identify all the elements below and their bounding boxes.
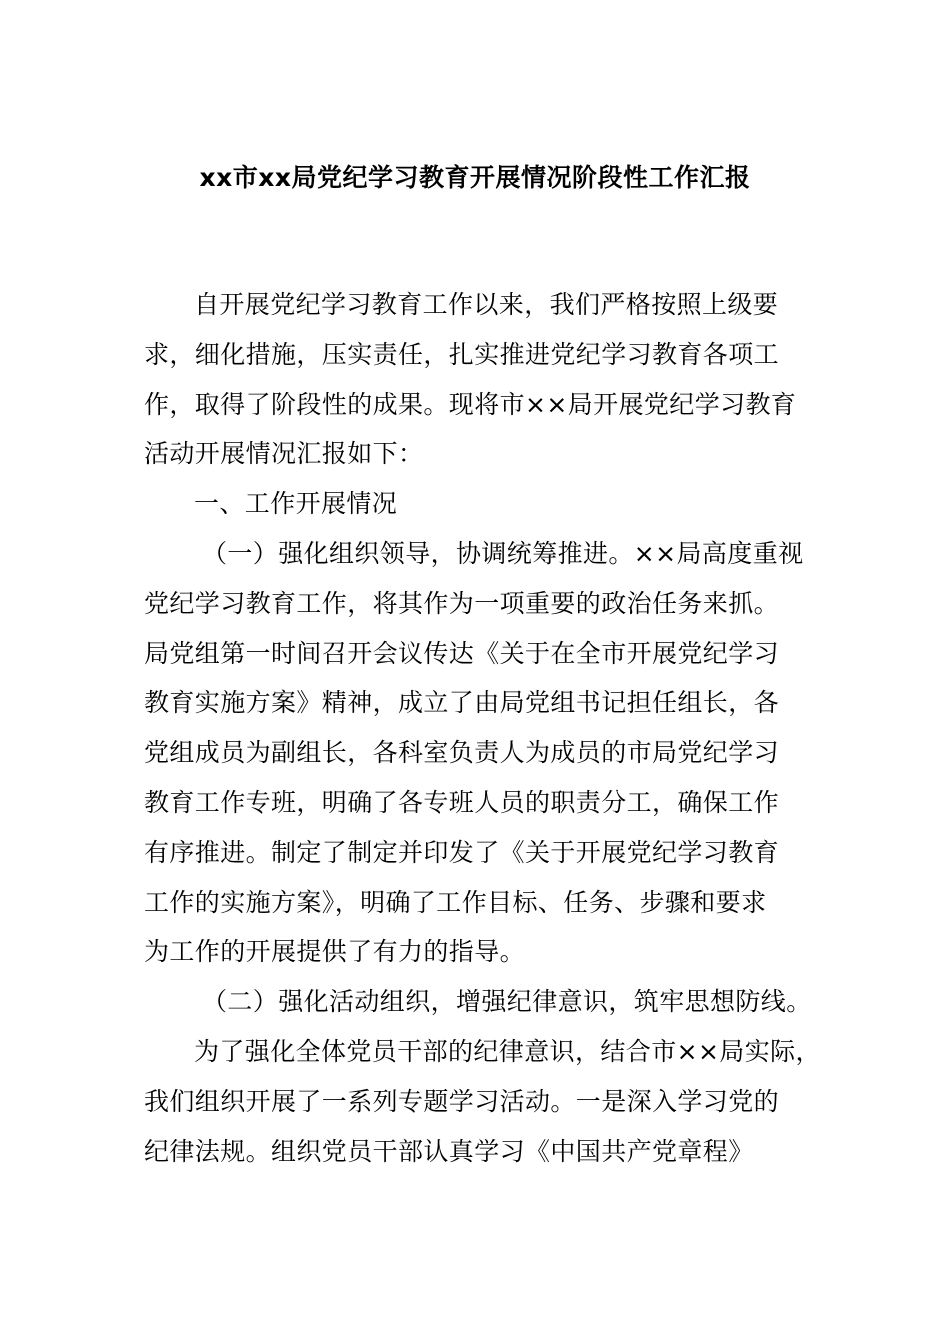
- paragraph-line: 我们组织开展了一系列专题学习活动。一是深入学习党的: [144, 1086, 780, 1116]
- paragraph-line: 活动开展情况汇报如下：: [144, 439, 424, 469]
- paragraph-line: 局党组第一时间召开会议传达《关于在全市开展党纪学习: [144, 638, 780, 668]
- paragraph-line: 教育工作专班，明确了各专班人员的职责分工，确保工作: [144, 787, 780, 817]
- subsection-heading: （一）强化组织领导，协调统筹推进。××局高度重视: [202, 538, 804, 568]
- paragraph-line: 党组成员为副组长，各科室负责人为成员的市局党纪学习: [144, 738, 780, 768]
- paragraph-line: 为了强化全体党员干部的纪律意识，结合市××局实际，: [194, 1036, 821, 1066]
- paragraph-line: 教育实施方案》精神，成立了由局党组书记担任组长，各: [144, 688, 780, 718]
- section-heading: 一、工作开展情况: [194, 489, 398, 519]
- paragraph-line: 党纪学习教育工作，将其作为一项重要的政治任务来抓。: [144, 588, 780, 618]
- paragraph-line: 作，取得了阶段性的成果。现将市××局开展党纪学习教育: [144, 389, 797, 419]
- paragraph-line: 自开展党纪学习教育工作以来，我们严格按照上级要: [194, 290, 779, 319]
- document-body: [144, 280, 824, 1176]
- document-title: xx市xx局党纪学习教育开展情况阶段性工作汇报: [199, 163, 751, 192]
- paragraph-line: 纪律法规。组织党员干部认真学习《中国共产党章程》: [144, 1136, 754, 1166]
- paragraph-line: 求，细化措施，压实责任，扎实推进党纪学习教育各项工: [144, 339, 780, 369]
- paragraph-line: 有序推进。制定了制定并印发了《关于开展党纪学习教育: [144, 837, 780, 867]
- paragraph-line: 工作的实施方案》，明确了工作目标、任务、步骤和要求: [144, 887, 767, 917]
- paragraph-line: 为工作的开展提供了有力的指导。: [144, 937, 526, 967]
- subsection-heading: （二）强化活动组织，增强纪律意识，筑牢思想防线。: [202, 987, 812, 1017]
